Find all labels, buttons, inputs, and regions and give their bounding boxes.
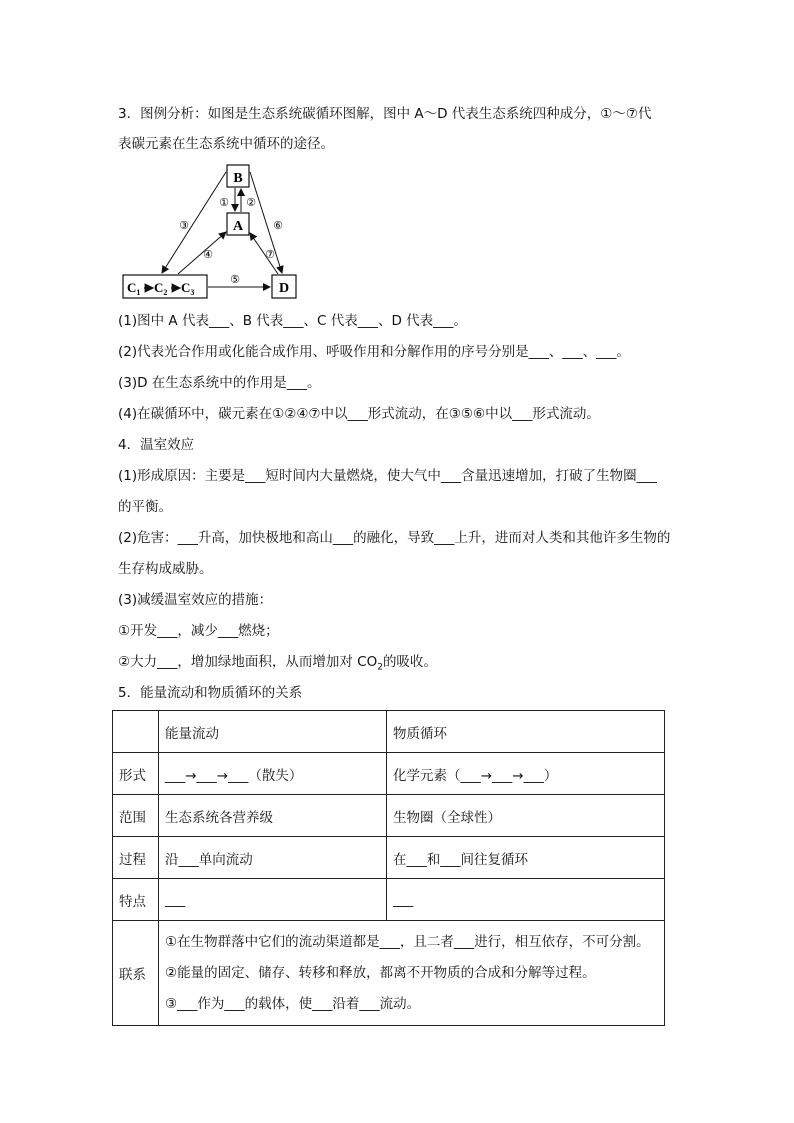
q3-sub4: (4)在碳循环中，碳元素在①②④⑦中以___形式流动，在③⑤⑥中以___形式流动。 bbox=[118, 406, 600, 422]
table-cell: 化学元素（___→___→___） bbox=[387, 753, 665, 795]
table-cell: ___ bbox=[387, 879, 665, 921]
q5-title: 5．能量流动和物质循环的关系 bbox=[118, 685, 303, 701]
table-row bbox=[113, 795, 665, 837]
node-c3-label: $C_3$ bbox=[181, 280, 195, 297]
node-c1-label: $C_1$ bbox=[127, 280, 141, 297]
node-c2-label: $C_2$ bbox=[154, 280, 168, 297]
node-d-label: D bbox=[278, 281, 290, 296]
label-4: ④ bbox=[203, 249, 213, 261]
q4-sub1-line1: (1)形成原因：主要是___短时间内大量燃烧，使大气中___含量迅速增加，打破了生物圈___ bbox=[118, 468, 657, 484]
q3-sub2: (2)代表光合作用或化能合成作用、呼吸作用和分解作用的序号分别是___、___、___。 bbox=[118, 344, 630, 360]
link-cell bbox=[159, 921, 665, 1026]
table-header-cell: 物质循环 bbox=[387, 711, 665, 753]
table-cell: 特点 bbox=[113, 879, 159, 921]
node-b-label: B bbox=[233, 171, 243, 186]
q4-sub2-line1: (2)危害：___升高，加快极地和高山___的融化，导致___上升，进而对人类和其他许多生物的 bbox=[118, 530, 671, 546]
table-cell: 范围 bbox=[113, 795, 159, 837]
table-cell: ___ bbox=[159, 879, 387, 921]
table-row bbox=[113, 837, 665, 879]
table-cell: 生物圈（全球性） bbox=[387, 795, 665, 837]
table-header-cell bbox=[113, 711, 159, 753]
carbon-cycle-diagram bbox=[118, 160, 308, 302]
arrow-4 bbox=[178, 232, 226, 274]
link-line-2: ②能量的固定、储存、转移和释放，都离不开物质的合成和分解等过程。 bbox=[165, 964, 596, 981]
q4-sub3: (3)减缓温室效应的措施： bbox=[118, 592, 273, 608]
q4-sub2-line2: 生存构成威胁。 bbox=[118, 561, 213, 577]
q3-stem-line2: 表碳元素在生态系统中循环的途径。 bbox=[118, 136, 334, 152]
table-row-link bbox=[113, 921, 665, 1026]
label-1: ① bbox=[219, 197, 229, 209]
link-line-3: ③___作为___的载体，使___沿着___流动。 bbox=[165, 995, 421, 1012]
node-a-label: A bbox=[232, 219, 244, 234]
label-2: ② bbox=[246, 197, 256, 209]
table-header-cell: 能量流动 bbox=[159, 711, 387, 753]
table-cell: 沿___单向流动 bbox=[159, 837, 387, 879]
q3-sub3: (3)D 在生态系统中的作用是___。 bbox=[118, 375, 321, 391]
table-cell: ___→___→___（散失） bbox=[159, 753, 387, 795]
table-cell: 联系 bbox=[113, 921, 159, 1026]
table-cell: 生态系统各营养级 bbox=[159, 795, 387, 837]
q3-sub1: (1)图中 A 代表___、B 代表___、C 代表___、D 代表___。 bbox=[118, 313, 467, 329]
table-row bbox=[113, 879, 665, 921]
arrow-3 bbox=[162, 172, 226, 273]
table-cell: 形式 bbox=[113, 753, 159, 795]
q3-stem-line1: 3．图例分析：如图是生态系统碳循环图解，图中 A～D 代表生态系统四种成分，①～⑦代 bbox=[118, 106, 652, 122]
q4-sub1-line2: 的平衡。 bbox=[118, 499, 172, 515]
q4-measure-1: ①开发___，减少___燃烧； bbox=[118, 623, 279, 639]
q4-title: 4．温室效应 bbox=[118, 437, 195, 453]
table-cell: 过程 bbox=[113, 837, 159, 879]
table-cell: 在___和___间往复循环 bbox=[387, 837, 665, 879]
label-3: ③ bbox=[179, 220, 189, 232]
table-header-row bbox=[113, 711, 665, 753]
label-7: ⑦ bbox=[265, 249, 275, 261]
label-5: ⑤ bbox=[230, 274, 240, 286]
label-6: ⑥ bbox=[273, 220, 283, 232]
q4-measure-2: ②大力___，增加绿地面积，从而增加对 $CO_2$的吸收。 bbox=[118, 654, 437, 673]
relation-table bbox=[112, 710, 665, 1026]
link-line-1: ①在生物群落中它们的流动渠道都是___，且二者___进行，相互依存，不可分割。 bbox=[165, 933, 650, 950]
table-row bbox=[113, 753, 665, 795]
